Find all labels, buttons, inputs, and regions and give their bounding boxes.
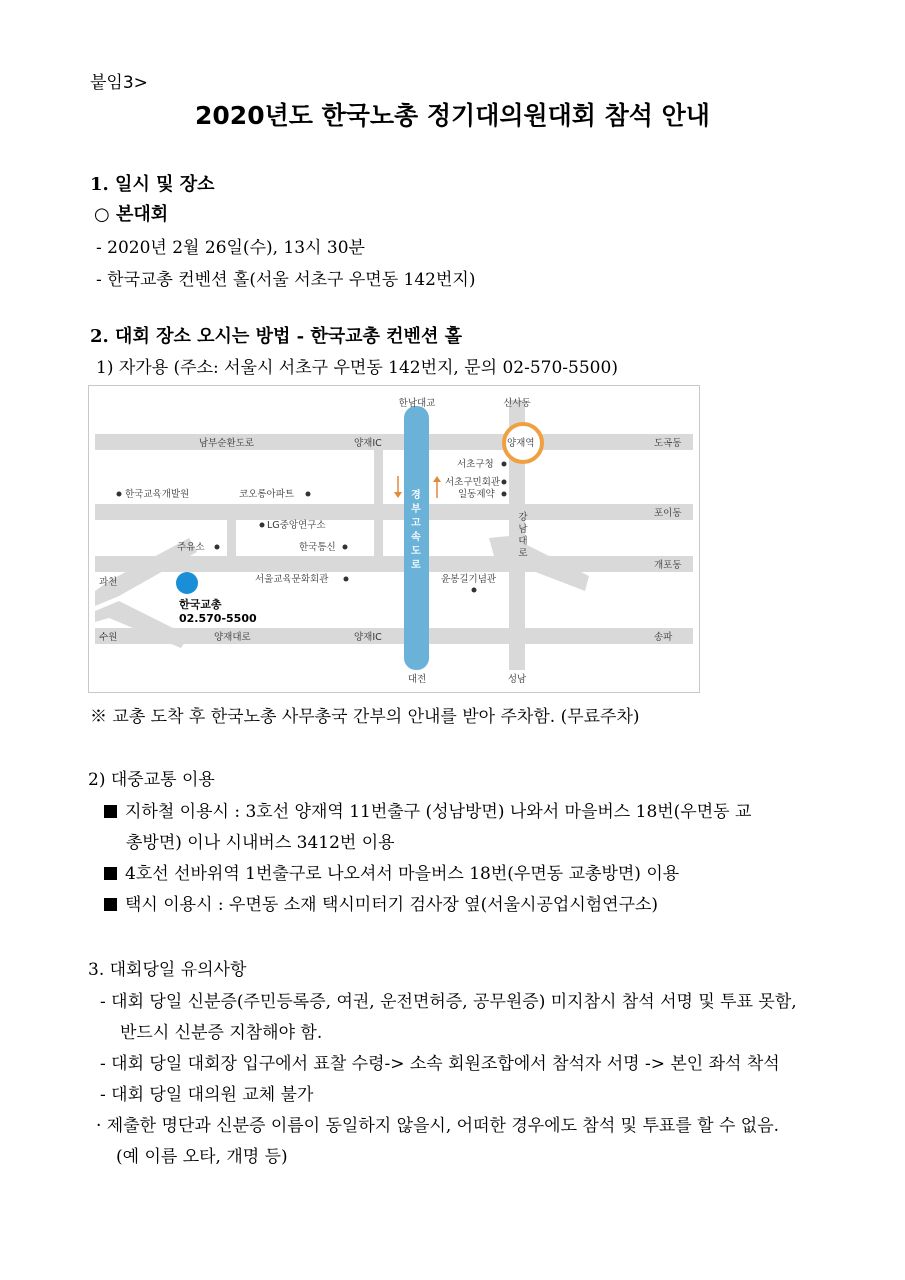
map-label-kt: 한국통신: [299, 542, 336, 553]
section1-heading: 1. 일시 및 장소: [90, 174, 215, 195]
svg-text:고: 고: [411, 518, 421, 529]
map-label-station: 양재역: [507, 438, 535, 449]
bullet-square-icon: [104, 805, 117, 818]
svg-text:대: 대: [518, 536, 528, 547]
notice-item-4-cont: (예 이름 오타, 개명 등): [116, 1147, 288, 1167]
event-place: - 한국교총 컨벤션 홀(서울 서초구 우면동 142번지): [96, 270, 476, 290]
map-destination-phone: 02.570-5500: [179, 612, 257, 625]
map-label-dogok: 도곡동: [654, 438, 682, 449]
map-label-seongnam: 성남: [507, 674, 527, 685]
attachment-label: 붙임3>: [90, 73, 148, 93]
map-label-yunbonggil: 윤봉길기념관: [441, 574, 497, 585]
svg-text:도: 도: [411, 546, 421, 557]
map-label-culture-hall: 서울교육문화회관: [255, 574, 329, 585]
map-label-poi: 포이동: [654, 508, 682, 519]
bullet-square-icon: [104, 867, 117, 880]
location-map: [88, 385, 700, 693]
road-nambu: [95, 434, 693, 450]
svg-text:속: 속: [411, 532, 421, 543]
notice-item-1-cont: 반드시 신분증 지참해야 함.: [120, 1023, 323, 1043]
notice-item-4: · 제출한 명단과 신분증 이름이 동일하지 않을시, 어떠한 경우에도 참석 및 투표를 할 수 없음.: [96, 1116, 780, 1136]
map-label-nambu: 남부순환도로: [199, 438, 255, 449]
map-label-ildong: 일동제약: [458, 489, 495, 500]
svg-text:남: 남: [518, 524, 528, 535]
subway-info-cont: 총방면) 이나 시내버스 3412번 이용: [126, 833, 395, 853]
map-label-seocho-hall: 서초구민회관: [445, 477, 501, 488]
svg-text:경: 경: [411, 490, 421, 501]
svg-text:로: 로: [518, 548, 528, 559]
map-label-suwon: 수원: [99, 632, 118, 643]
public-transit-heading: 2) 대중교통 이용: [88, 770, 215, 790]
map-label-yangjaedaero: 양재대로: [214, 632, 251, 643]
page-title: 2020년도 한국노총 정기대의원대회 참석 안내: [195, 101, 710, 130]
map-label-lg: LG중앙연구소: [267, 520, 326, 531]
svg-text:부: 부: [411, 504, 421, 515]
svg-text:로: 로: [411, 560, 421, 571]
bullet-square-icon: [104, 898, 117, 911]
section2-heading: 2. 대회 장소 오시는 방법 - 한국교총 컨벤션 홀: [90, 326, 462, 347]
line4-info: 4호선 선바위역 1번출구로 나오셔서 마을버스 18번(우면동 교총방면) 이용: [104, 859, 679, 884]
map-label-yangjae-ic-2: 양재IC: [354, 632, 382, 643]
map-label-daejeon: 대전: [407, 674, 427, 685]
notice-item-3: - 대회 당일 대의원 교체 불가: [100, 1085, 314, 1105]
map-label-kedi: 한국교육개발원: [125, 489, 190, 500]
map-label-gas-station: 주유소: [177, 542, 205, 553]
map-label-songpa: 송파: [654, 632, 673, 643]
section1-subheading: ○ 본대회: [94, 204, 169, 225]
notice-item-1: - 대회 당일 신분증(주민등록증, 여권, 운전면허증, 공무원증) 미지참시 참석 서명 및 투표 못함,: [100, 992, 797, 1012]
destination-marker: [176, 572, 198, 594]
map-label-gaepo: 개포동: [654, 560, 682, 571]
subway-info: 지하철 이용시 : 3호선 양재역 11번출구 (성남방면) 나와서 마을버스 18번(우면동 교: [104, 797, 751, 822]
map-label-hannam: 한남대교: [398, 398, 436, 409]
event-date: - 2020년 2월 26일(수), 13시 30분: [96, 238, 365, 258]
road-poi: [95, 504, 693, 520]
map-label-yangjae-ic-1: 양재IC: [354, 438, 382, 449]
section3-heading: 3. 대회당일 유의사항: [88, 960, 247, 980]
map-label-kolon: 코오롱아파트: [239, 489, 295, 500]
taxi-info: 택시 이용시 : 우면동 소재 택시미터기 검사장 옆(서울시공업시험연구소): [104, 890, 658, 915]
svg-text:강: 강: [518, 512, 528, 523]
map-label-sinsa: 신사동: [503, 398, 531, 409]
notice-item-2: - 대회 당일 대회장 입구에서 표찰 수령-> 소속 회원조합에서 참석자 서명 -> 본인 좌석 착석: [100, 1054, 780, 1074]
car-directions: 1) 자가용 (주소: 서울시 서초구 우면동 142번지, 문의 02-570-5500): [96, 358, 618, 378]
map-label-gwacheon: 과천: [99, 577, 118, 588]
parking-note: ※ 교총 도착 후 한국노총 사무총국 간부의 안내를 받아 주차함. (무료주차): [90, 707, 640, 727]
map-label-seocho-office: 서초구청: [457, 459, 494, 470]
map-destination-name: 한국교총: [179, 598, 222, 611]
